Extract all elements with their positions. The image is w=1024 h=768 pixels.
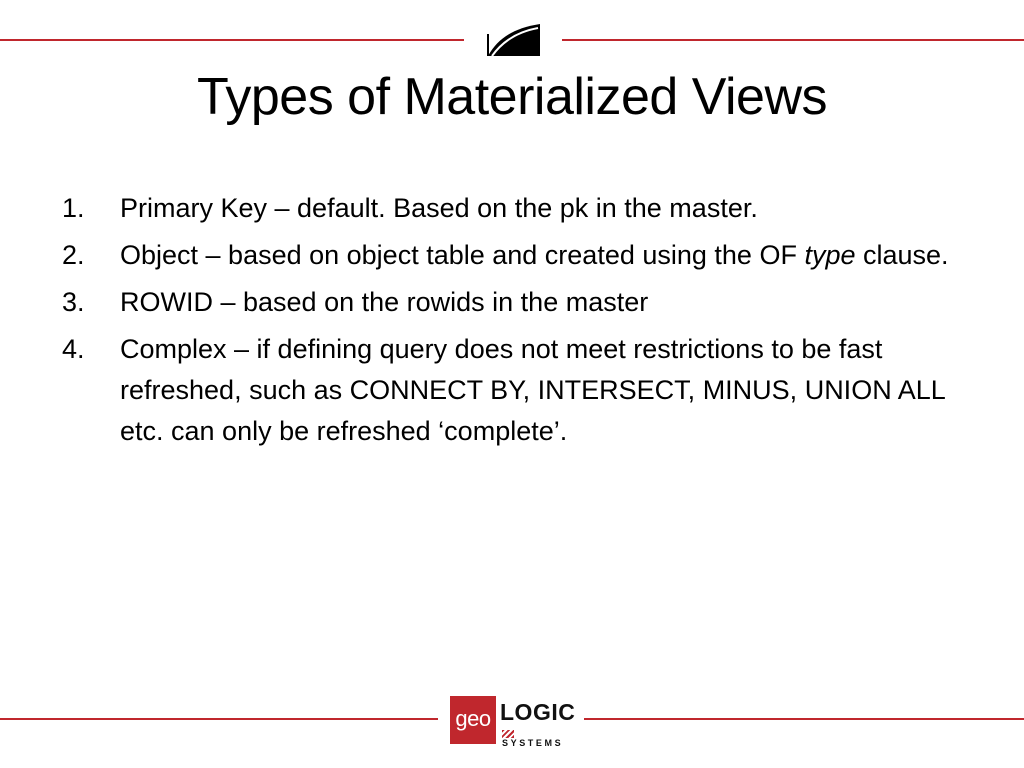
logo-stripes-icon — [502, 730, 514, 738]
item-text-end: clause. — [855, 240, 949, 270]
item-number: 2. — [62, 240, 85, 270]
footer-rule-right — [584, 718, 1024, 720]
item-number: 3. — [62, 287, 85, 317]
bullet-list — [62, 188, 982, 458]
list-item — [62, 235, 982, 276]
header-rule-left — [0, 39, 464, 41]
item-text: Object – based on object table and created using the OF — [120, 240, 805, 270]
item-text: Primary Key – default. Based on the pk in the master. — [120, 193, 758, 223]
logo-sub-text: SYSTEMS — [502, 738, 564, 748]
list-item — [62, 188, 982, 229]
company-logo — [450, 696, 578, 748]
logo-subtitle — [502, 728, 578, 748]
arc-logo-icon — [484, 20, 542, 58]
item-number: 1. — [62, 193, 85, 223]
list-item — [62, 329, 982, 452]
header-rule-right — [562, 39, 1024, 41]
logo-box: geo — [450, 696, 496, 744]
footer-rule-left — [0, 718, 438, 720]
slide-title: Types of Materialized Views — [196, 68, 828, 126]
logo-word: LOGIC — [500, 699, 576, 725]
item-text: Complex – if defining query does not meet restrictions to be fast refreshed, such as CONNECT BY, INTERSECT, MINUS, UNION ALL etc. can only be refreshed ‘complete’. — [120, 334, 945, 446]
item-text-italic: type — [804, 240, 856, 270]
item-text: ROWID – based on the rowids in the master — [120, 287, 649, 317]
list-item — [62, 282, 982, 323]
item-number: 4. — [62, 334, 85, 364]
